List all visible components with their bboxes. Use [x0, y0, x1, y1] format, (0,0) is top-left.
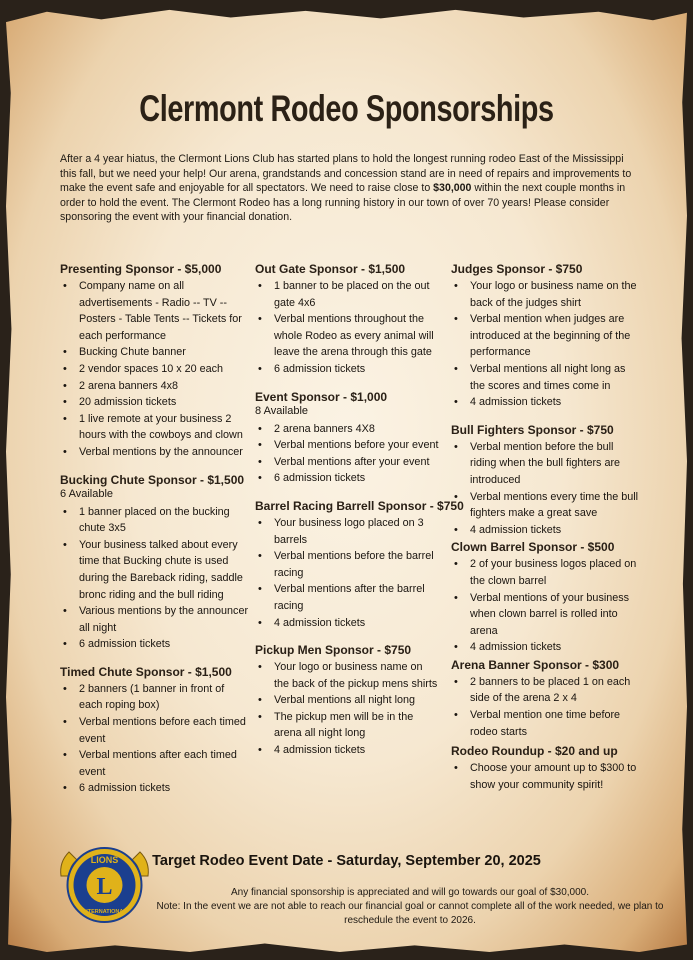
section-title: Pickup Men Sponsor - $750: [255, 643, 412, 658]
list-item: • 1 live remote at your business 2 hours with the cowboys and clown: [60, 411, 250, 444]
list-item: • 1 banner to be placed on the out gate 4x6: [255, 278, 440, 311]
logo-bottom-text: INTERNATIONAL: [82, 909, 127, 915]
availability-text: 8 Available: [255, 404, 309, 417]
list-item: • Verbal mentions all night long as the scores and times come in: [451, 361, 641, 394]
section-title: Clown Barrel Sponsor - $500: [451, 540, 615, 555]
list-item: • 4 admission tickets: [451, 522, 641, 539]
footer-note: [150, 886, 670, 928]
fundraising-goal: $30,000: [433, 182, 472, 195]
column-3: [451, 262, 641, 805]
list-item: • Verbal mentions throughout the whole Rodeo as every animal will leave the arena through this gate: [255, 311, 440, 361]
judges-sponsor-section: [451, 262, 641, 411]
rodeo-roundup-section: [451, 744, 641, 793]
section-title: Out Gate Sponsor - $1,500: [255, 262, 406, 276]
section-title: Bucking Chute Sponsor - $1,500: [60, 472, 245, 487]
list-item: • Verbal mentions every time the bull fighters make a great save: [451, 489, 641, 522]
logo-letter: L: [96, 874, 113, 900]
list-item: • Verbal mention before the bull riding when the bull fighters are introduced: [451, 439, 641, 489]
list-item: • Verbal mentions all night long: [255, 692, 440, 709]
list-item: • Verbal mention when judges are introduced at the beginning of the performance: [451, 311, 641, 361]
column-1: [60, 262, 250, 809]
list-item: • Various mentions by the announcer all night: [60, 603, 250, 636]
section-title: Arena Banner Sponsor - $300: [451, 657, 620, 672]
section-title: Timed Chute Sponsor - $1,500: [60, 664, 232, 679]
list-item: • Your logo or business name on the back of the pickup mens shirts: [255, 659, 440, 692]
list-item: • 2 banners to be placed 1 on each side of the arena 2 x 4: [451, 674, 641, 707]
section-title: Event Sponsor - $1,000: [255, 389, 388, 404]
list-item: • 6 admission tickets: [60, 780, 250, 797]
pickup-men-sponsor-section: [255, 643, 440, 759]
list-item: • 6 admission tickets: [60, 636, 250, 653]
list-item: • 6 admission tickets: [255, 470, 440, 487]
list-item: • Bucking Chute banner: [60, 344, 250, 361]
section-title: Judges Sponsor - $750: [451, 262, 583, 276]
event-date: Target Rodeo Event Date - Saturday, September 20, 2025: [152, 853, 541, 869]
section-title: Presenting Sponsor - $5,000: [60, 262, 222, 276]
list-item: • Your logo or business name on the back of the judges shirt: [451, 278, 641, 311]
list-item: • Company name on all advertisements - Radio -- TV -- Posters - Table Tents -- Tickets for each performance: [60, 278, 250, 344]
list-item: • Choose your amount up to $300 to show your community spirit!: [451, 760, 641, 793]
barrel-racing-sponsor-section: [255, 498, 464, 631]
event-sponsor-section: [255, 390, 440, 487]
section-title: Rodeo Roundup - $20 and up: [451, 744, 618, 759]
column-2: [255, 262, 464, 771]
list-item: • 2 banners (1 banner in front of each roping box): [60, 681, 250, 714]
clown-barrel-sponsor-section: [451, 540, 641, 656]
list-item: • 4 admission tickets: [255, 615, 440, 632]
list-item: • 4 admission tickets: [451, 394, 641, 411]
list-item: • Verbal mentions of your business when clown barrel is rolled into arena: [451, 590, 641, 640]
list-item: • Verbal mentions after your event: [255, 454, 440, 471]
bucking-chute-sponsor-section: [60, 473, 250, 653]
list-item: • Verbal mentions by the announcer: [60, 444, 250, 461]
footer-line-2: Note: In the event we are not able to reach our financial goal or cannot complete all of the work needed, we plan to reschedule the event to 2026.: [156, 901, 664, 926]
list-item: • 1 banner placed on the bucking chute 3x5: [60, 504, 250, 537]
logo-top-text: LIONS: [90, 855, 119, 865]
list-item: • Verbal mentions before the barrel racing: [255, 548, 440, 581]
list-item: • Verbal mentions after the barrel racing: [255, 581, 440, 614]
section-title: Bull Fighters Sponsor - $750: [451, 422, 614, 437]
list-item: • The pickup men will be in the arena all night long: [255, 709, 440, 742]
list-item: • 2 arena banners 4x8: [60, 378, 250, 395]
section-title: Barrel Racing Barrell Sponsor - $750: [255, 498, 464, 513]
list-item: • 2 arena banners 4X8: [255, 421, 440, 438]
timed-chute-sponsor-section: [60, 665, 250, 797]
list-item: • Verbal mentions before your event: [255, 437, 440, 454]
intro-paragraph: After a 4 year hiatus, the Clermont Lions Club has started plans to hold the longest running rodeo East of the Mississippi this fall, but we need your help! Our arena, grandstands and concession stand are in need of repairs and improvements to make the event safe and enjoyable for all spectators. We need to raise close to $30,000 within the next couple months in order to hold the event. The Clermont Rodeo has a long running history in our town of over 70 years! Please consider sponsoring the event with your financial donation.: [60, 153, 632, 224]
list-item: • 6 admission tickets: [255, 361, 440, 378]
presenting-sponsor-section: [60, 262, 250, 461]
arena-banner-sponsor-section: [451, 658, 641, 740]
list-item: • Verbal mentions before each timed event: [60, 714, 250, 747]
footer-line-1: Any financial sponsorship is appreciated and will go towards our goal of $30,000.: [231, 887, 589, 898]
list-item: • Your business logo placed on 3 barrels: [255, 515, 440, 548]
out-gate-sponsor-section: [255, 262, 440, 378]
list-item: • Verbal mentions after each timed event: [60, 747, 250, 780]
list-item: • Your business talked about every time that Bucking chute is used during the Bareback riding, saddle bronc riding and the bull riding: [60, 537, 250, 603]
list-item: • 2 of your business logos placed on the clown barrel: [451, 556, 641, 589]
availability-text: 6 Available: [60, 487, 114, 500]
list-item: • 20 admission tickets: [60, 394, 250, 411]
list-item: • 2 vendor spaces 10 x 20 each: [60, 361, 250, 378]
bull-fighters-sponsor-section: [451, 423, 641, 539]
list-item: • 4 admission tickets: [451, 639, 641, 656]
list-item: • Verbal mention one time before rodeo starts: [451, 707, 641, 740]
page-title: Clermont Rodeo Sponsorships: [139, 88, 554, 129]
list-item: • 4 admission tickets: [255, 742, 440, 759]
